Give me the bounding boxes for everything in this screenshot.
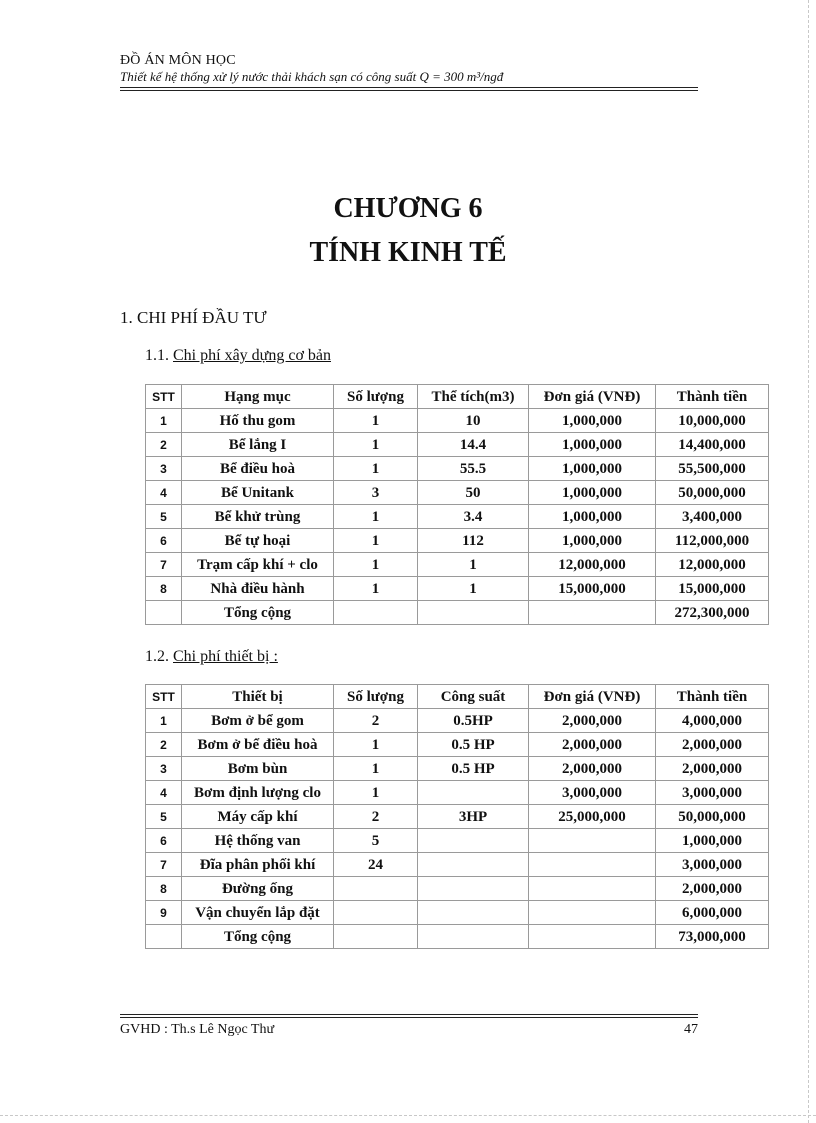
table-cell: 1 [334,505,418,529]
table-cell: 1 [146,409,182,433]
table-cell [334,901,418,925]
table-cell: 1 [146,709,182,733]
header-subtitle: Thiết kế hệ thống xử lý nước thải khách sạn có công suất Q = 300 m³/ngđ [120,69,504,84]
table-cell: 1 [334,781,418,805]
table-cell [529,601,656,625]
table-cell: 14,400,000 [656,433,769,457]
table-cell: 3.4 [418,505,529,529]
table-cell [146,925,182,949]
table-cell: 25,000,000 [529,805,656,829]
footer-rule [120,1014,698,1018]
table-cell: 0.5HP [418,709,529,733]
table-cell: 8 [146,877,182,901]
column-header: Số lượng [334,685,418,709]
table-cell [418,925,529,949]
table-cell: 2,000,000 [656,757,769,781]
subsection-title: Chi phí thiết bị : [173,648,278,665]
column-header: Thành tiền [656,685,769,709]
table-cell [529,853,656,877]
table-cell: 3 [334,481,418,505]
table-row [146,577,769,601]
table-row [146,757,769,781]
table-cell: 24 [334,853,418,877]
table-row [146,433,769,457]
total-value: 272,300,000 [656,601,769,625]
subsection-number: 1.2. [145,648,169,665]
page-edge-bottom [0,1115,816,1116]
table-cell: 1 [418,553,529,577]
subsection-title: Chi phí xây dựng cơ bản [173,347,331,364]
table-cell: Bể khử trùng [182,505,334,529]
table-cell: Bơm bùn [182,757,334,781]
table-cell: 15,000,000 [656,577,769,601]
table-row [146,805,769,829]
table-cell: 2,000,000 [656,733,769,757]
table-cell [334,877,418,901]
table-cell [418,853,529,877]
table-cell: 15,000,000 [529,577,656,601]
table-cell: Bơm ở bể điều hoà [182,733,334,757]
subsection-number: 1.1. [145,347,169,364]
table-row [146,553,769,577]
table-cell: 6 [146,829,182,853]
table-cell: 1 [418,577,529,601]
table-row [146,457,769,481]
table-cell: 1,000,000 [529,409,656,433]
table-cell: 3HP [418,805,529,829]
table-cell: 3,000,000 [656,853,769,877]
table-cell: 6,000,000 [656,901,769,925]
table-cell: 1,000,000 [529,457,656,481]
section-heading: 1. CHI PHÍ ĐẦU TƯ [120,308,267,327]
chapter-number: CHƯƠNG 6 [333,193,483,224]
table-header-row [146,385,769,409]
table-row [146,733,769,757]
table-row [146,901,769,925]
header-rule [120,87,698,91]
table-cell: 1 [334,553,418,577]
table-cell [529,829,656,853]
column-header: Đơn giá (VNĐ) [529,385,656,409]
table-cell: 1 [334,757,418,781]
table-cell: Đường ống [182,877,334,901]
table-cell: 1,000,000 [529,505,656,529]
table-cell: 1 [334,529,418,553]
column-header: Hạng mục [182,385,334,409]
chapter-title: TÍNH KINH TẾ [309,237,507,268]
table-cell: 55.5 [418,457,529,481]
page-header [120,52,698,91]
header-title: ĐỒ ÁN MÔN HỌC [120,53,236,68]
table-cell: Trạm cấp khí + clo [182,553,334,577]
table-row [146,877,769,901]
table-cell: 112,000,000 [656,529,769,553]
table-row [146,409,769,433]
column-header: Thể tích(m3) [418,385,529,409]
footer-page-number: 47 [684,1022,698,1037]
table-cell: Bể điều hoà [182,457,334,481]
table-cell: 0.5 HP [418,757,529,781]
table-cell: Hố thu gom [182,409,334,433]
table-cell: 2 [146,433,182,457]
table-cell: Nhà điều hành [182,577,334,601]
table-cell: 1 [334,577,418,601]
table-cell: 2,000,000 [529,709,656,733]
table-cell: 3 [146,457,182,481]
table-cell: Đĩa phân phối khí [182,853,334,877]
footer-advisor: GVHD : Th.s Lê Ngọc Thư [120,1022,275,1037]
table-cell: Bể tự hoại [182,529,334,553]
subsection-equipment [145,648,278,666]
table-row [146,505,769,529]
table-cell: 12,000,000 [529,553,656,577]
table-cell: 7 [146,553,182,577]
column-header: Số lượng [334,385,418,409]
table-cell: 5 [146,505,182,529]
table-header-row [146,685,769,709]
table-cell: Bơm định lượng clo [182,781,334,805]
table-cell: 1 [334,409,418,433]
table-cell [334,925,418,949]
table-cell: 2 [334,709,418,733]
table-cell: 50,000,000 [656,805,769,829]
table-cell: 55,500,000 [656,457,769,481]
table-cell: 4,000,000 [656,709,769,733]
equipment-cost-table [145,684,769,949]
table-row [146,709,769,733]
column-header: STT [146,385,182,409]
table-cell: Máy cấp khí [182,805,334,829]
table-row [146,481,769,505]
table-cell: 1 [334,733,418,757]
table-cell: 0.5 HP [418,733,529,757]
table-cell: 1,000,000 [529,433,656,457]
table-cell: 2,000,000 [529,733,656,757]
total-value: 73,000,000 [656,925,769,949]
table-cell: Bơm ở bể gom [182,709,334,733]
table-cell: 2 [334,805,418,829]
table-cell: 8 [146,577,182,601]
subsection-construction [145,347,331,365]
table-cell [529,901,656,925]
table-cell [529,877,656,901]
table-row [146,853,769,877]
page-edge-right [808,0,809,1123]
table-cell: 3,000,000 [529,781,656,805]
table-cell: 12,000,000 [656,553,769,577]
table-row [146,829,769,853]
construction-cost-table [145,384,769,625]
table-total-row [146,601,769,625]
table-cell [146,601,182,625]
table-cell: 3 [146,757,182,781]
page-footer [120,1012,698,1038]
column-header: Thiết bị [182,685,334,709]
table-cell: 1,000,000 [529,481,656,505]
table-cell: 50 [418,481,529,505]
column-header: Thành tiền [656,385,769,409]
table-cell: 50,000,000 [656,481,769,505]
table-cell: Hệ thống van [182,829,334,853]
column-header: STT [146,685,182,709]
table-cell [529,925,656,949]
table-total-row [146,925,769,949]
total-label: Tổng cộng [182,925,334,949]
table-cell: 1,000,000 [529,529,656,553]
table-cell: 7 [146,853,182,877]
table-cell: 3,400,000 [656,505,769,529]
table-cell [418,601,529,625]
table-cell: 10 [418,409,529,433]
table-cell: 2,000,000 [529,757,656,781]
column-header: Đơn giá (VNĐ) [529,685,656,709]
table-cell: 5 [146,805,182,829]
table-cell: 9 [146,901,182,925]
table-cell: Vận chuyển lắp đặt [182,901,334,925]
table-cell: Bể lắng I [182,433,334,457]
table-cell: 4 [146,781,182,805]
total-label: Tổng cộng [182,601,334,625]
table-cell: 1,000,000 [656,829,769,853]
table-row [146,529,769,553]
table-cell: 112 [418,529,529,553]
table-cell [418,829,529,853]
table-cell [418,781,529,805]
table-row [146,781,769,805]
column-header: Công suất [418,685,529,709]
table-cell: 4 [146,481,182,505]
table-cell: 14.4 [418,433,529,457]
table-cell: 1 [334,433,418,457]
table-cell: 2 [146,733,182,757]
table-cell [418,877,529,901]
table-cell [418,901,529,925]
table-cell: 10,000,000 [656,409,769,433]
table-cell: 6 [146,529,182,553]
table-cell: 1 [334,457,418,481]
table-cell: 5 [334,829,418,853]
table-cell [334,601,418,625]
table-cell: 2,000,000 [656,877,769,901]
table-cell: 3,000,000 [656,781,769,805]
table-cell: Bể Unitank [182,481,334,505]
